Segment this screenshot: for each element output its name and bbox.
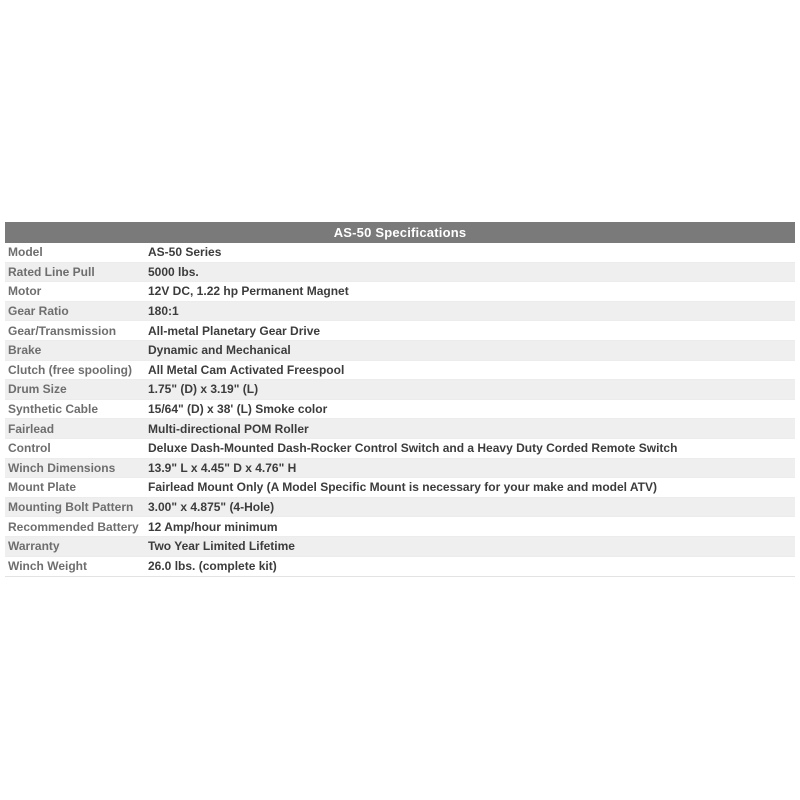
- spec-value: 26.0 lbs. (complete kit): [148, 559, 277, 574]
- table-row: [5, 517, 795, 537]
- spec-label: Gear Ratio: [8, 304, 69, 319]
- spec-label: Motor: [8, 284, 42, 299]
- table-row: [5, 537, 795, 557]
- spec-value: 12 Amp/hour minimum: [148, 519, 278, 534]
- spec-value: 15/64" (D) x 38' (L) Smoke color: [148, 402, 328, 417]
- table-row: [5, 498, 795, 518]
- spec-table-title: AS-50 Specifications: [5, 222, 795, 243]
- table-row: [5, 419, 795, 439]
- spec-value: 13.9" L x 4.45" D x 4.76" H: [148, 460, 297, 475]
- spec-label: Rated Line Pull: [8, 264, 95, 279]
- table-row: [5, 557, 795, 577]
- spec-value: 5000 lbs.: [148, 264, 199, 279]
- spec-table: [5, 222, 795, 577]
- spec-label: Model: [8, 245, 43, 260]
- spec-value: Multi-directional POM Roller: [148, 421, 309, 436]
- spec-value: Two Year Limited Lifetime: [148, 539, 295, 554]
- spec-label: Mount Plate: [8, 480, 76, 495]
- table-row: [5, 400, 795, 420]
- spec-value: 180:1: [148, 304, 179, 319]
- spec-value: 12V DC, 1.22 hp Permanent Magnet: [148, 284, 349, 299]
- spec-label: Winch Dimensions: [8, 460, 116, 475]
- table-row: [5, 439, 795, 459]
- spec-label: Gear/Transmission: [8, 323, 117, 338]
- table-row: [5, 478, 795, 498]
- table-row: [5, 321, 795, 341]
- spec-table-body: [5, 243, 795, 577]
- spec-label: Warranty: [8, 539, 60, 554]
- table-row: [5, 282, 795, 302]
- table-row: [5, 302, 795, 322]
- spec-value: Deluxe Dash-Mounted Dash-Rocker Control Switch and a Heavy Duty Corded Remote Switch: [148, 441, 678, 456]
- spec-value: Dynamic and Mechanical: [148, 343, 291, 358]
- table-row: [5, 341, 795, 361]
- table-row: [5, 263, 795, 283]
- table-row: [5, 361, 795, 381]
- spec-value: All Metal Cam Activated Freespool: [148, 362, 345, 377]
- spec-label: Drum Size: [8, 382, 67, 397]
- spec-label: Recommended Battery: [8, 519, 139, 534]
- spec-label: Brake: [8, 343, 42, 358]
- spec-value: 3.00" x 4.875" (4-Hole): [148, 500, 275, 515]
- table-row: [5, 243, 795, 263]
- table-row: [5, 380, 795, 400]
- spec-label: Mounting Bolt Pattern: [8, 500, 134, 515]
- spec-value: AS-50 Series: [148, 245, 222, 260]
- spec-label: Control: [8, 441, 51, 456]
- spec-label: Winch Weight: [8, 559, 87, 574]
- spec-label: Clutch (free spooling): [8, 362, 132, 377]
- spec-value: All-metal Planetary Gear Drive: [148, 323, 321, 338]
- spec-value: Fairlead Mount Only (A Model Specific Mount is necessary for your make and model ATV): [148, 480, 657, 495]
- spec-label: Fairlead: [8, 421, 55, 436]
- table-row: [5, 459, 795, 479]
- spec-label: Synthetic Cable: [8, 402, 99, 417]
- spec-value: 1.75" (D) x 3.19" (L): [148, 382, 259, 397]
